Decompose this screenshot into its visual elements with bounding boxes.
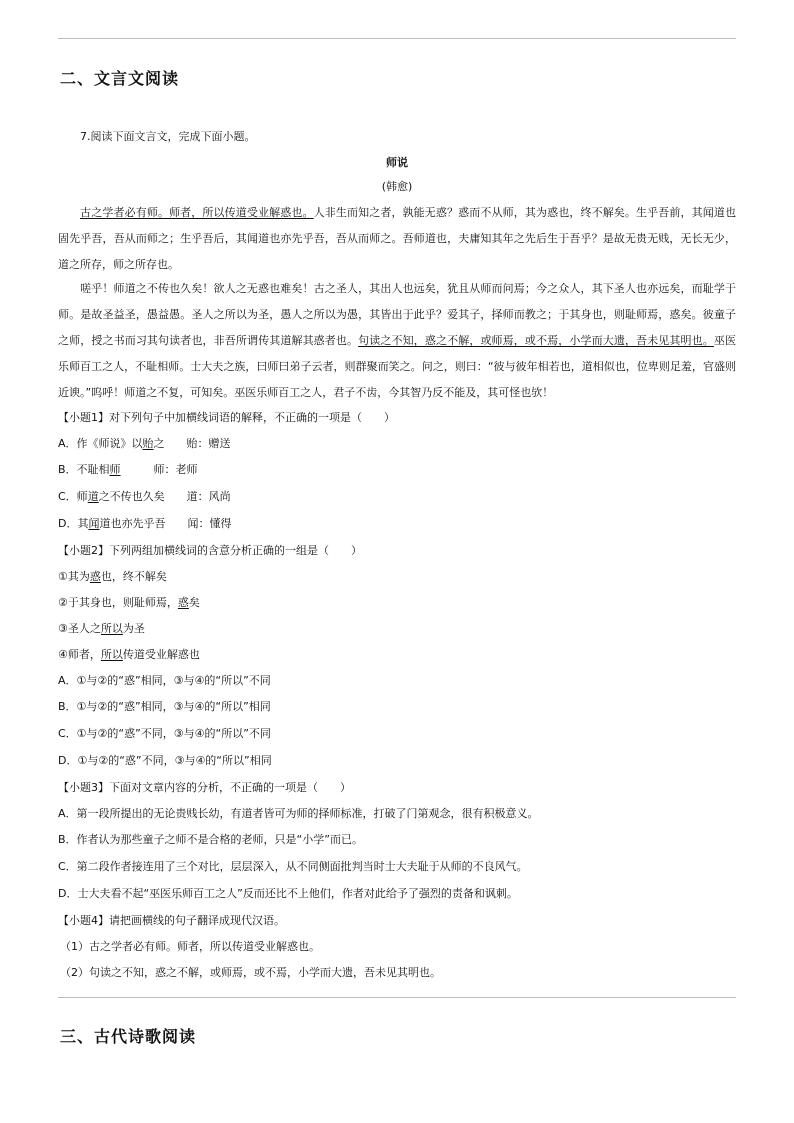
- question-intro: 7.阅读下面文言文，完成下面小题。: [80, 130, 256, 143]
- underlined-sentence-2: 句读之不知，惑之不解，或师焉，或不焉，小学而大遗，吾未见其明也。: [358, 334, 714, 347]
- q2-option-c: C．①与②的“惑”不同，③与④的“所以”不同: [58, 727, 271, 740]
- q4-sentence-2: （2）句读之不知，惑之不解，或师焉，或不焉，小学而大遗，吾未见其明也。: [60, 966, 441, 979]
- section-title-ancient-poetry: 三、古代诗歌阅读: [60, 1027, 197, 1046]
- passage-author: (韩愈): [381, 180, 413, 193]
- top-divider: [58, 38, 736, 39]
- q2-item-3: ③圣人之所以为圣: [58, 622, 145, 635]
- q2-stem: 【小题2】下列两组加横线词的含意分析正确的一组是（ ）: [58, 544, 362, 557]
- underlined-sentence-1: 古之学者必有师。师者，所以传道受业解惑也。: [80, 206, 314, 219]
- passage-paragraph-1: 古之学者必有师。师者，所以传道受业解惑也。人非生而知之者，孰能无惑？惑而不从师，其为惑也，终不解矣。生乎吾前，其闻道也固先乎吾，吾从而师之；生乎吾后，其闻道也亦先乎吾，吾从而师之。吾师道也，夫庸知其年之先后生于吾乎？是故无贵无贱，无长无少，道之所存，师之所存也。: [58, 206, 736, 271]
- bottom-divider: [58, 997, 736, 998]
- q1-option-d: D．其闻道也亦先乎吾 闻：懂得: [58, 517, 232, 530]
- q1-stem: 【小题1】对下列句子中加横线词语的解释，不正确的一项是（ ）: [58, 411, 395, 424]
- q3-option-c: C．第二段作者接连用了三个对比，层层深入，从不同侧面批判当时士大夫耻于从师的不良风气。: [58, 860, 528, 873]
- q1-option-b: B．不耻相师 师：老师: [58, 463, 198, 476]
- q3-option-a: A．第一段所提出的无论贵贱长幼，有道者皆可为师的择师标准，打破了门第观念，很有积极意义。: [58, 807, 539, 820]
- q2-option-a: A．①与②的“惑”相同，③与④的“所以”不同: [58, 674, 271, 687]
- section-title-classical-chinese: 二、文言文阅读: [60, 69, 180, 88]
- q3-option-b: B．作者认为那些童子之师不是合格的老师，只是“小学”而已。: [58, 833, 363, 846]
- q2-item-2: ②于其身也，则耻师焉，惑矣: [58, 596, 200, 609]
- q4-stem: 【小题4】请把画横线的句子翻译成现代汉语。: [58, 914, 285, 927]
- q3-option-d: D．士大夫看不起“巫医乐师百工之人”反而还比不上他们，作者对此给予了强烈的责备和讽刺。: [58, 887, 518, 900]
- passage-title: 师说: [386, 156, 408, 169]
- q2-option-d: D．①与②的“惑”不同，③与④的“所以”相同: [58, 754, 272, 767]
- q4-sentence-1: （1）古之学者必有师。师者，所以传道受业解惑也。: [60, 940, 320, 953]
- q1-option-a: A．作《师说》以贻之 贻：赠送: [58, 437, 231, 450]
- q2-item-1: ①其为惑也，终不解矣: [58, 570, 167, 583]
- passage-paragraph-2: 嗟乎！师道之不传也久矣！欲人之无惑也难矣！古之圣人，其出人也远矣，犹且从师而问焉；今之众人，其下圣人也亦远矣，而耻学于师。是故圣益圣，愚益愚。圣人之所以为圣，愚人之所以为愚，其皆出于此乎？爱其子，择师而教之；于其身也，则耻师焉，惑矣。彼童子之师，授之书而习其句读者也，非吾所谓传其道解其惑者也。句读之不知，惑之不解，或师焉，或不焉，小学而大遗，吾未见其明也。巫医乐师百工之人，不耻相师。士大夫之族，曰师曰弟子云者，则群聚而笑之。问之，则曰：“彼与彼年相若也，道相似也，位卑则足羞，官盛则近谀。”呜呼！师道之不复，可知矣。巫医乐师百工之人，君子不齿，今其智乃反不能及，其可怪也欤！: [58, 282, 737, 399]
- q2-option-b: B．①与②的“惑”相同，③与④的“所以”相同: [58, 700, 271, 713]
- q2-item-4: ④师者，所以传道受业解惑也: [58, 648, 200, 661]
- q1-option-c: C．师道之不传也久矣 道：风尚: [58, 490, 231, 503]
- q3-stem: 【小题3】下面对文章内容的分析，不正确的一项是（ ）: [58, 781, 351, 794]
